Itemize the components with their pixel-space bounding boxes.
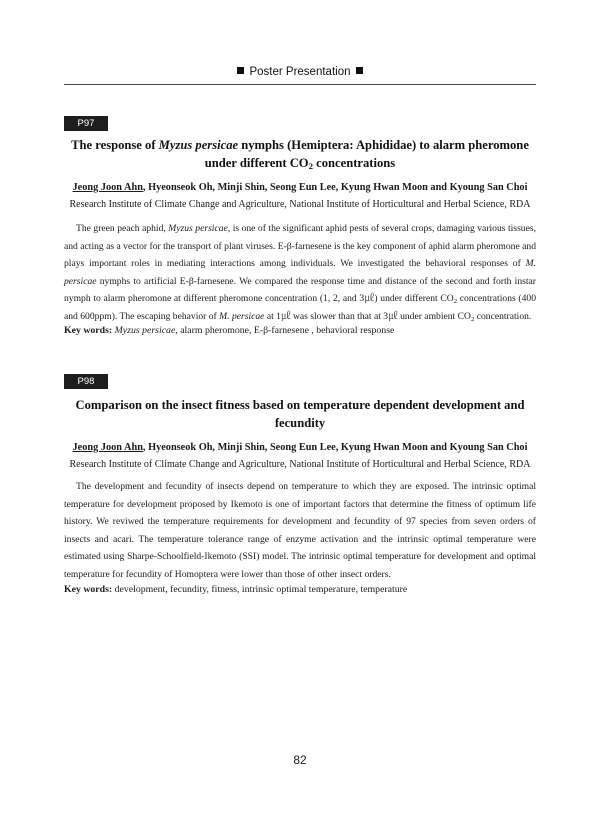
affiliation: Research Institute of Climate Change and Agriculture, National Institute of Horticultural and Herbal Science, RDA [69, 199, 531, 210]
page-header [64, 66, 536, 78]
header-divider [64, 84, 536, 85]
square-bullet-icon [356, 67, 363, 74]
keywords: Key words: Myzus persicae, alarm pheromone, E-β-farnesene , behavioral response [64, 325, 395, 336]
author-list: Jeong Joon Ahn, Hyeonseok Oh, Minji Shin, Seong Eun Lee, Kyung Hwan Moon and Kyoung San Choi [72, 182, 528, 193]
presenting-author: Jeong Joon Ahn [72, 442, 143, 453]
abstract-body: The development and fecundity of insects depend on temperature to which they are exposed. The intrinsic optimal temperature for development proposed by Ikemoto is one of important factors that determine the fitness of optimum life history. We reviwed the temperature requirements for development and fecundity of 97 species from seven orders of insects and acari. The temperature tolerance range of enzyme activation and the intrinsic optimal temperature were estimated using Sharpe-Schoolfield-Ikemoto (SSI) model. The intrinsic optimal temperature for development and optimal temperature for fecundity of Homoptera were lower than those of other insect orders. [64, 481, 536, 580]
square-bullet-icon [237, 67, 244, 74]
page-number: 82 [293, 753, 307, 767]
abstract-title: Comparison on the insect fitness based on temperature dependent development and fecundity [75, 398, 525, 430]
header-title: Poster Presentation [249, 66, 351, 78]
author-list: Jeong Joon Ahn, Hyeonseok Oh, Minji Shin, Seong Eun Lee, Kyung Hwan Moon and Kyoung San Choi [72, 442, 528, 453]
affiliation: Research Institute of Climate Change and Agriculture, National Institute of Horticultural and Herbal Science, RDA [69, 459, 531, 470]
abstract-tag: P97 [64, 116, 108, 131]
abstract-title: The response of Myzus persicae nymphs (Hemiptera: Aphididae) to alarm pheromone under different $CO_2$ concentrations [71, 138, 529, 171]
abstract-tag: P98 [64, 374, 108, 389]
presenting-author: Jeong Joon Ahn [72, 182, 143, 193]
keywords: Key words: development, fecundity, fitness, intrinsic optimal temperature, temperature [64, 584, 408, 595]
abstract-body: The green peach aphid, Myzus persicae, is one of the significant aphid pests of several crops, damaging various tissues, and acting as a vector for the transport of plant viruses. E-β-farnesene is the key component of aphid alarm pheromone and plays important roles in mediating interactions among individuals. We investigated the behavioral responses of M. persicae nymphs to artificial E-β-farnesene. We compared the response time and distance of the second and forth instar nymph to alarm pheromone at different pheromone concentration (1, 2, and 3㎕) under different $CO_2$ concentrations (400 and 600ppm). The escaping behavior of M. persicae at 1㎕ was slower than that at 3㎕ under ambient $CO_2$ concentration. [64, 223, 537, 323]
